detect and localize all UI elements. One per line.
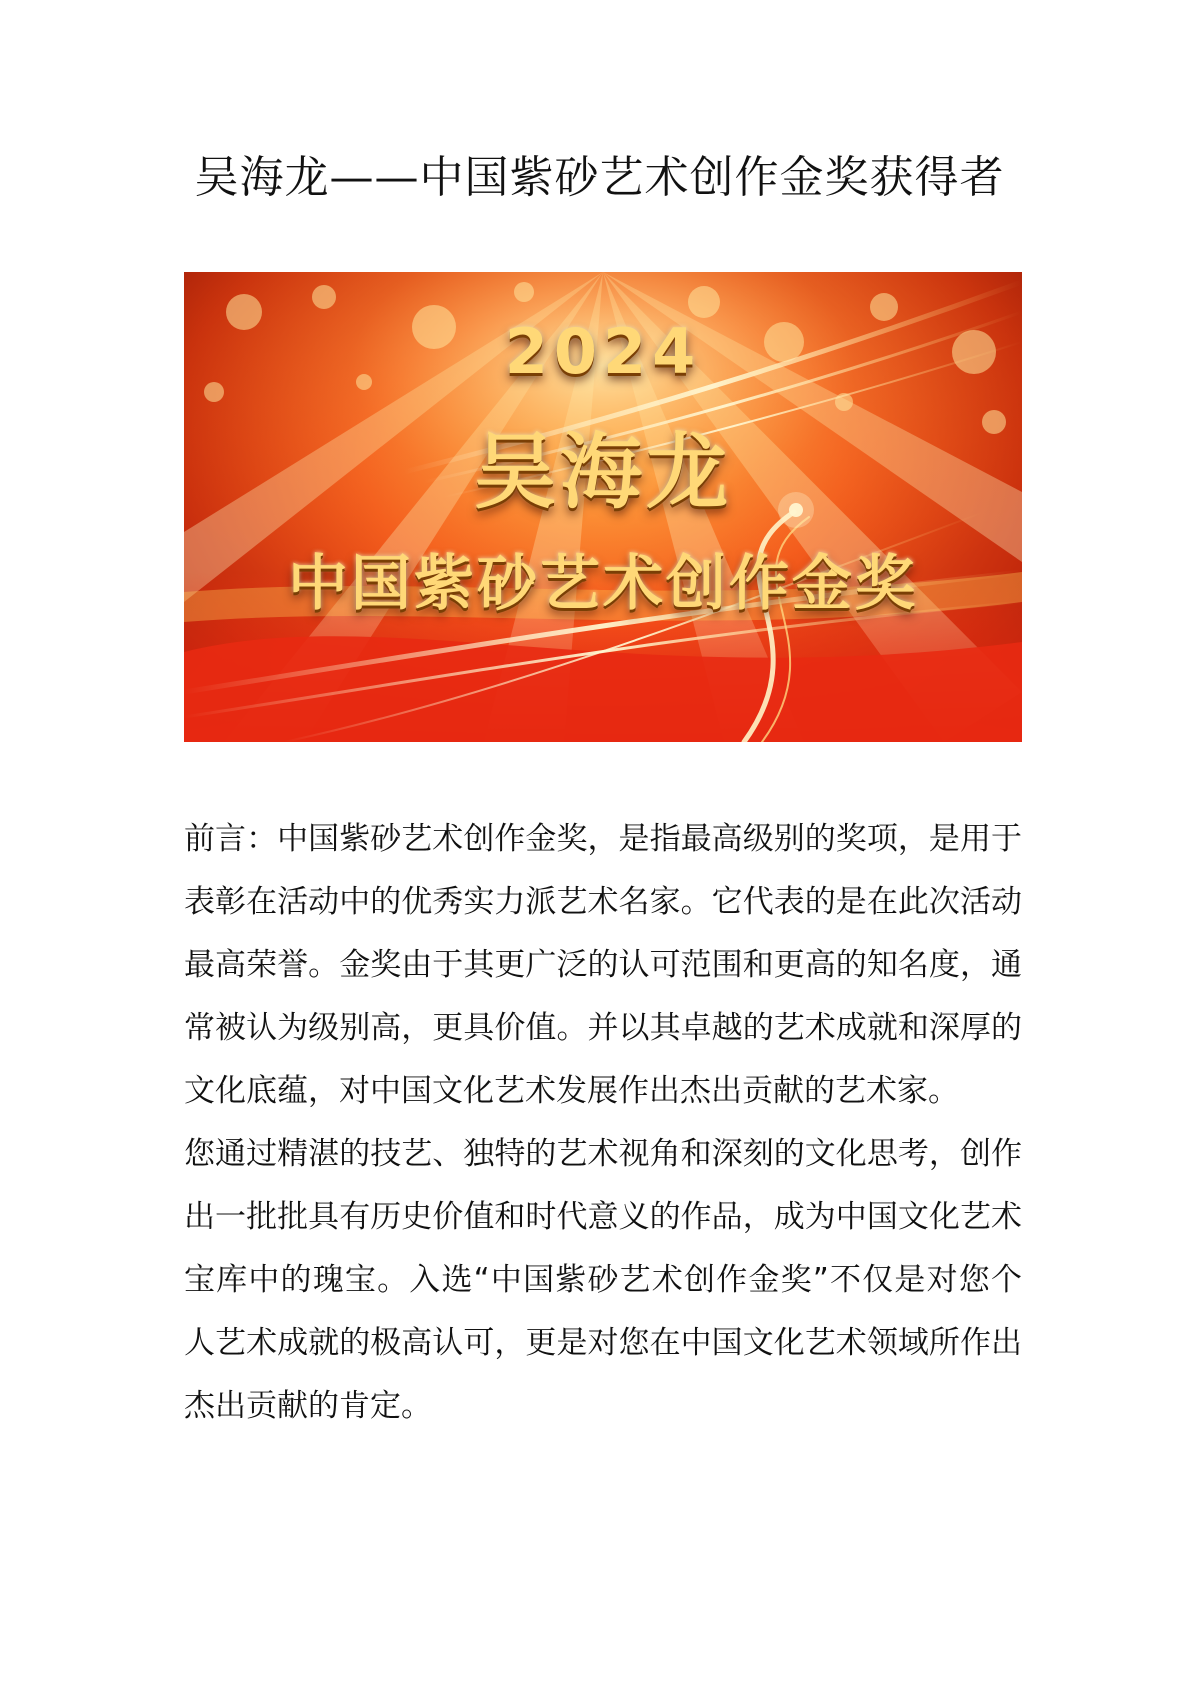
document-title: 吴海龙——中国紫砂艺术创作金奖获得者 (194, 152, 1005, 203)
tribute-paragraph: 您通过精湛的技艺、独特的艺术视角和深刻的文化思考，创作出一批批具有历史价值和时代意义的作品，成为中国文化艺术宝库中的瑰宝。入选“中国紫砂艺术创作金奖”不仅是对您个人艺术成就的极高认可，更是对您在中国文化艺术领域所作出杰出贡献的肯定。 (184, 1136, 1022, 1424)
banner-name-text: 吴海龙 (473, 424, 732, 520)
article-body (184, 808, 1022, 1438)
banner-year-text: 2024 (504, 315, 702, 388)
banner-award-text: 中国紫砂艺术创作金奖 (288, 549, 918, 619)
preface-paragraph: 前言：中国紫砂艺术创作金奖，是指最高级别的奖项，是用于表彰在活动中的优秀实力派艺术名家。它代表的是在此次活动最高荣誉。金奖由于其更广泛的认可范围和更高的知名度，通常被认为级别高，更具价值。并以其卓越的艺术成就和深厚的文化底蕴，对中国文化艺术发展作出杰出贡献的艺术家。 (184, 821, 1022, 1109)
award-banner-image (184, 272, 1022, 742)
